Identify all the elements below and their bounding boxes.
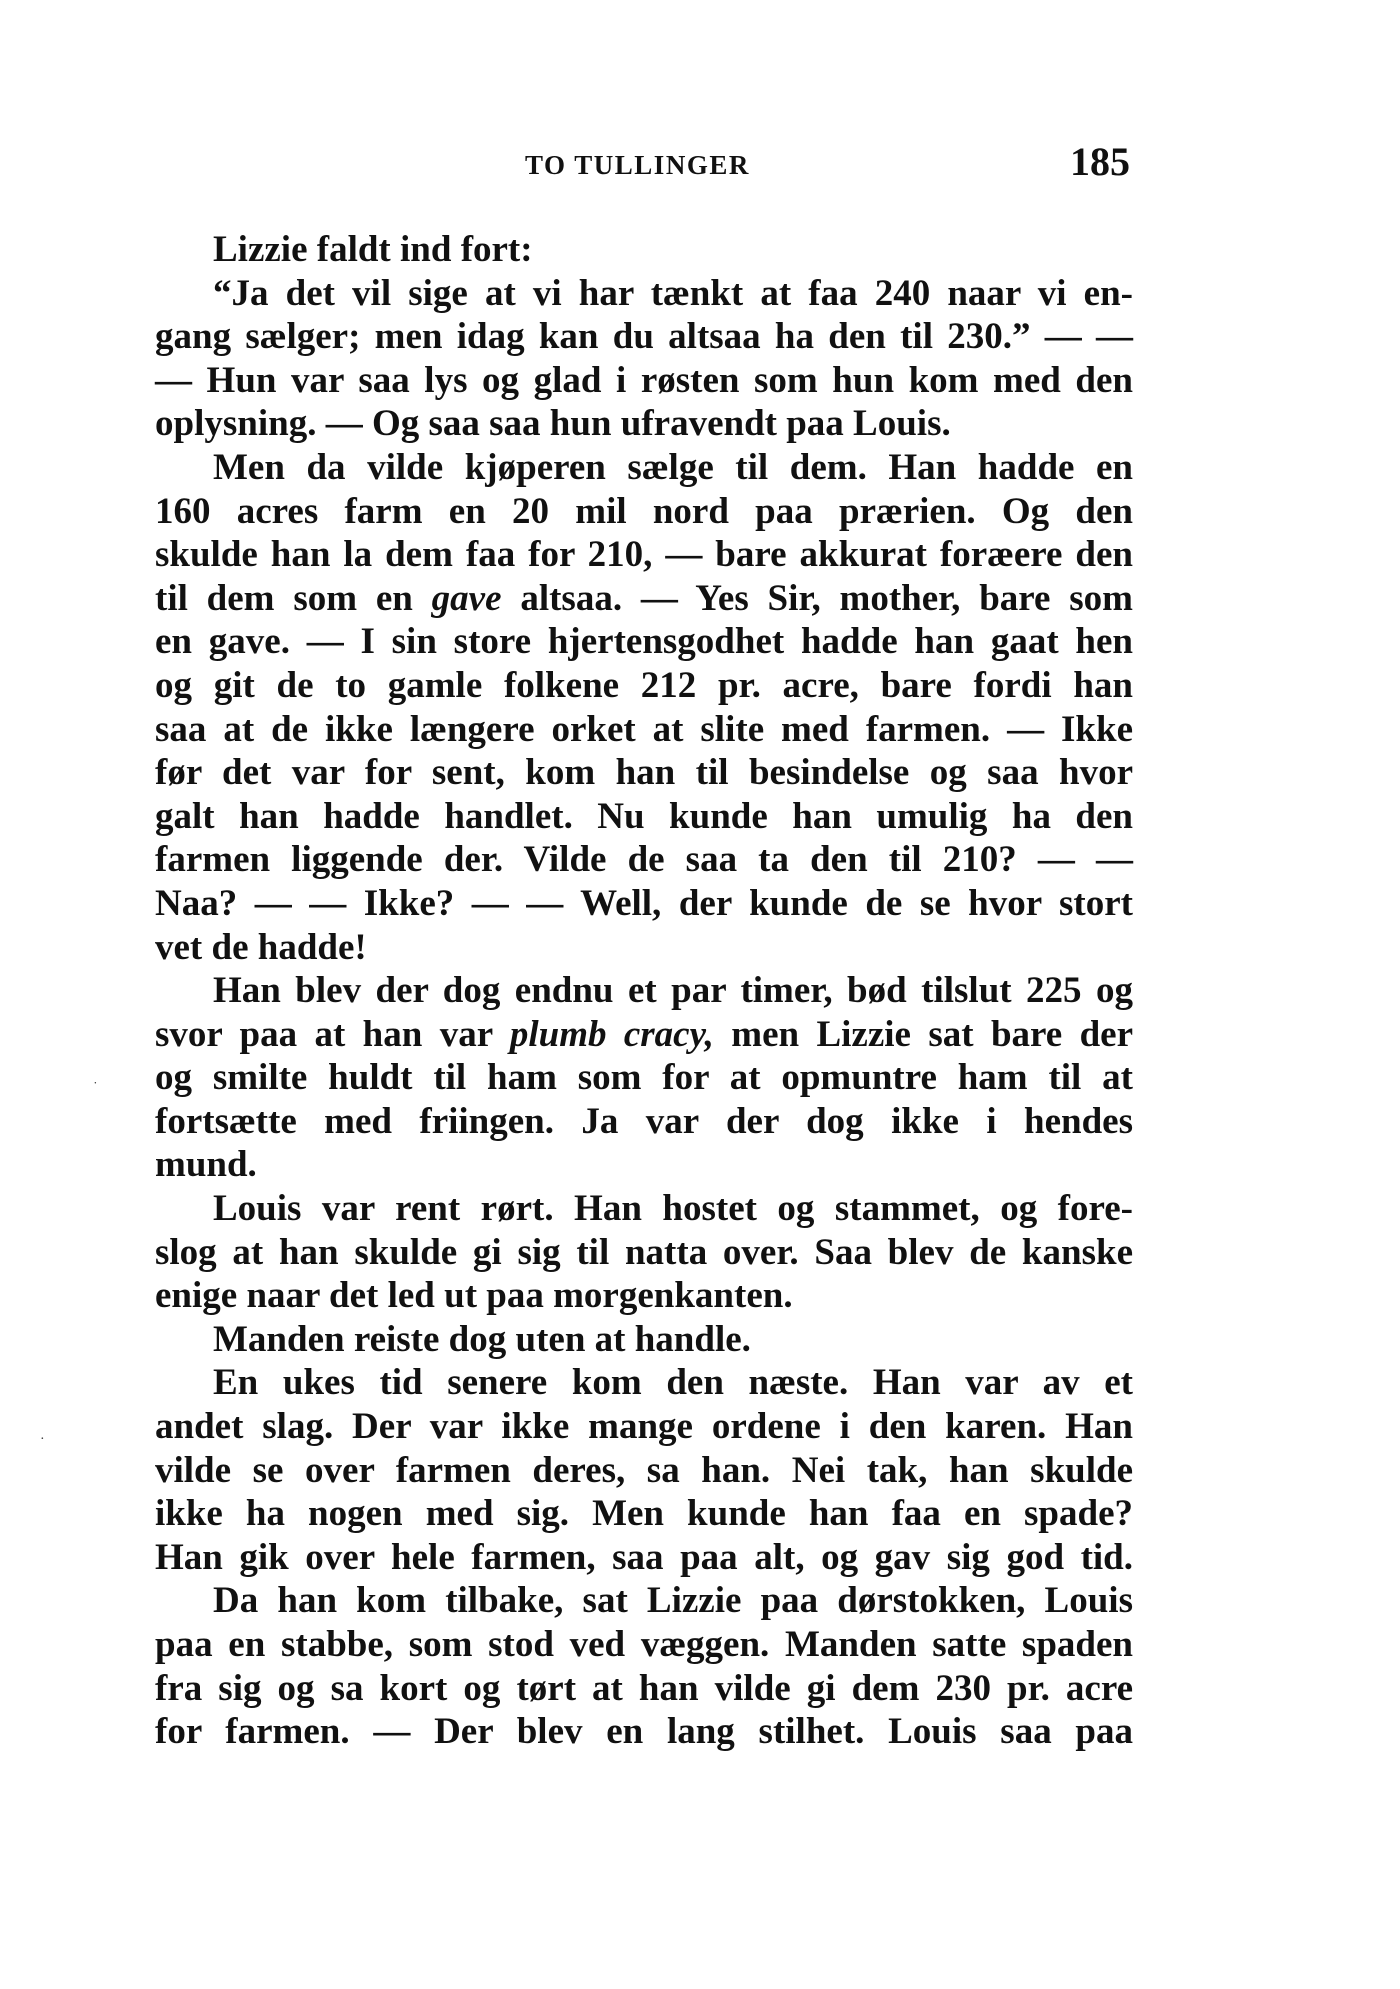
page-number: 185 xyxy=(1070,139,1130,184)
text-line: til dem som en gave altsaa. — Yes Sir, mother, bare som xyxy=(155,577,1133,619)
text-line: vilde se over farmen deres, sa han. Nei tak, han skulde xyxy=(155,1449,1133,1491)
text-line: paa en stabbe, som stod ved væggen. Manden satte spaden xyxy=(155,1624,1133,1665)
text-line: og smilte huldt til ham som for at opmuntre ham til at xyxy=(155,1057,1133,1099)
text-line: “Ja det vil sige at vi har tænkt at faa 240 naar vi en- xyxy=(213,272,1133,314)
text-line: slog at han skulde gi sig til natta over. Saa blev de kanske xyxy=(155,1231,1133,1273)
text-line: vet de hadde! xyxy=(155,926,367,968)
text-line: Louis var rent rørt. Han hostet og stammet, og fore- xyxy=(213,1188,1133,1230)
text-line: enige naar det led ut paa morgenkanten. xyxy=(155,1275,793,1317)
text-line: Han gik over hele farmen, saa paa alt, og gav sig god tid. xyxy=(155,1536,1133,1578)
text-line: gang sælger; men idag kan du altsaa ha den til 230.” — — xyxy=(155,316,1133,358)
text-line: En ukes tid senere kom den næste. Han var av et xyxy=(213,1362,1133,1404)
running-title: TO TULLINGER xyxy=(525,150,750,180)
text-line: Men da vilde kjøperen sælge til dem. Han hadde en xyxy=(213,446,1133,488)
running-header xyxy=(155,138,1130,188)
text-line: Manden reiste dog uten at handle. xyxy=(213,1318,751,1360)
text-line: — Hun var saa lys og glad i røsten som hun kom med den xyxy=(155,359,1133,401)
text-line: farmen liggende der. Vilde de saa ta den til 210? — — xyxy=(155,839,1133,881)
text-line: fortsætte med friingen. Ja var der dog ikke i hendes xyxy=(155,1100,1133,1142)
text-line: for farmen. — Der blev en lang stilhet. Louis saa paa xyxy=(155,1711,1133,1753)
text-line: ikke ha nogen med sig. Men kunde han faa en spade? xyxy=(155,1493,1133,1535)
text-line: og git de to gamle folkene 212 pr. acre, bare fordi han xyxy=(155,664,1133,706)
text-line: Han blev der dog endnu et par timer, bød tilslut 225 og xyxy=(213,970,1133,1012)
body-text xyxy=(155,228,1133,1754)
text-line: andet slag. Der var ikke mange ordene i den karen. Han xyxy=(155,1406,1133,1448)
text-line: oplysning. — Og saa saa hun ufravendt paa Louis. xyxy=(155,403,951,445)
text-line: svor paa at han var plumb cracy, men Lizzie sat bare der xyxy=(155,1013,1133,1055)
text-line: Naa? — — Ikke? — — Well, der kunde de se hvor stort xyxy=(155,882,1133,924)
text-line: mund. xyxy=(155,1144,257,1186)
text-line: Da han kom tilbake, sat Lizzie paa dørstokken, Louis xyxy=(213,1580,1133,1622)
stray-mark: ˙ xyxy=(93,1080,98,1095)
text-line: skulde han la dem faa for 210, — bare akkurat foræere den xyxy=(155,534,1133,576)
italic-word: plumb cracy, xyxy=(509,1013,714,1055)
text-line: galt han hadde handlet. Nu kunde han umulig ha den xyxy=(155,795,1133,837)
text-line: fra sig og sa kort og tørt at han vilde gi dem 230 pr. acre xyxy=(155,1667,1133,1709)
italic-word: gave xyxy=(431,577,502,619)
text-line: 160 acres farm en 20 mil nord paa prærien. Og den xyxy=(155,490,1133,532)
stray-mark: · xyxy=(40,1432,45,1447)
text-line: før det var for sent, kom han til besindelse og saa hvor xyxy=(155,752,1133,794)
text-line: en gave. — I sin store hjertensgodhet hadde han gaat hen xyxy=(155,621,1133,663)
text-line: Lizzie faldt ind fort: xyxy=(213,229,533,270)
text-line: saa at de ikke længere orket at slite med farmen. — Ikke xyxy=(155,708,1133,750)
